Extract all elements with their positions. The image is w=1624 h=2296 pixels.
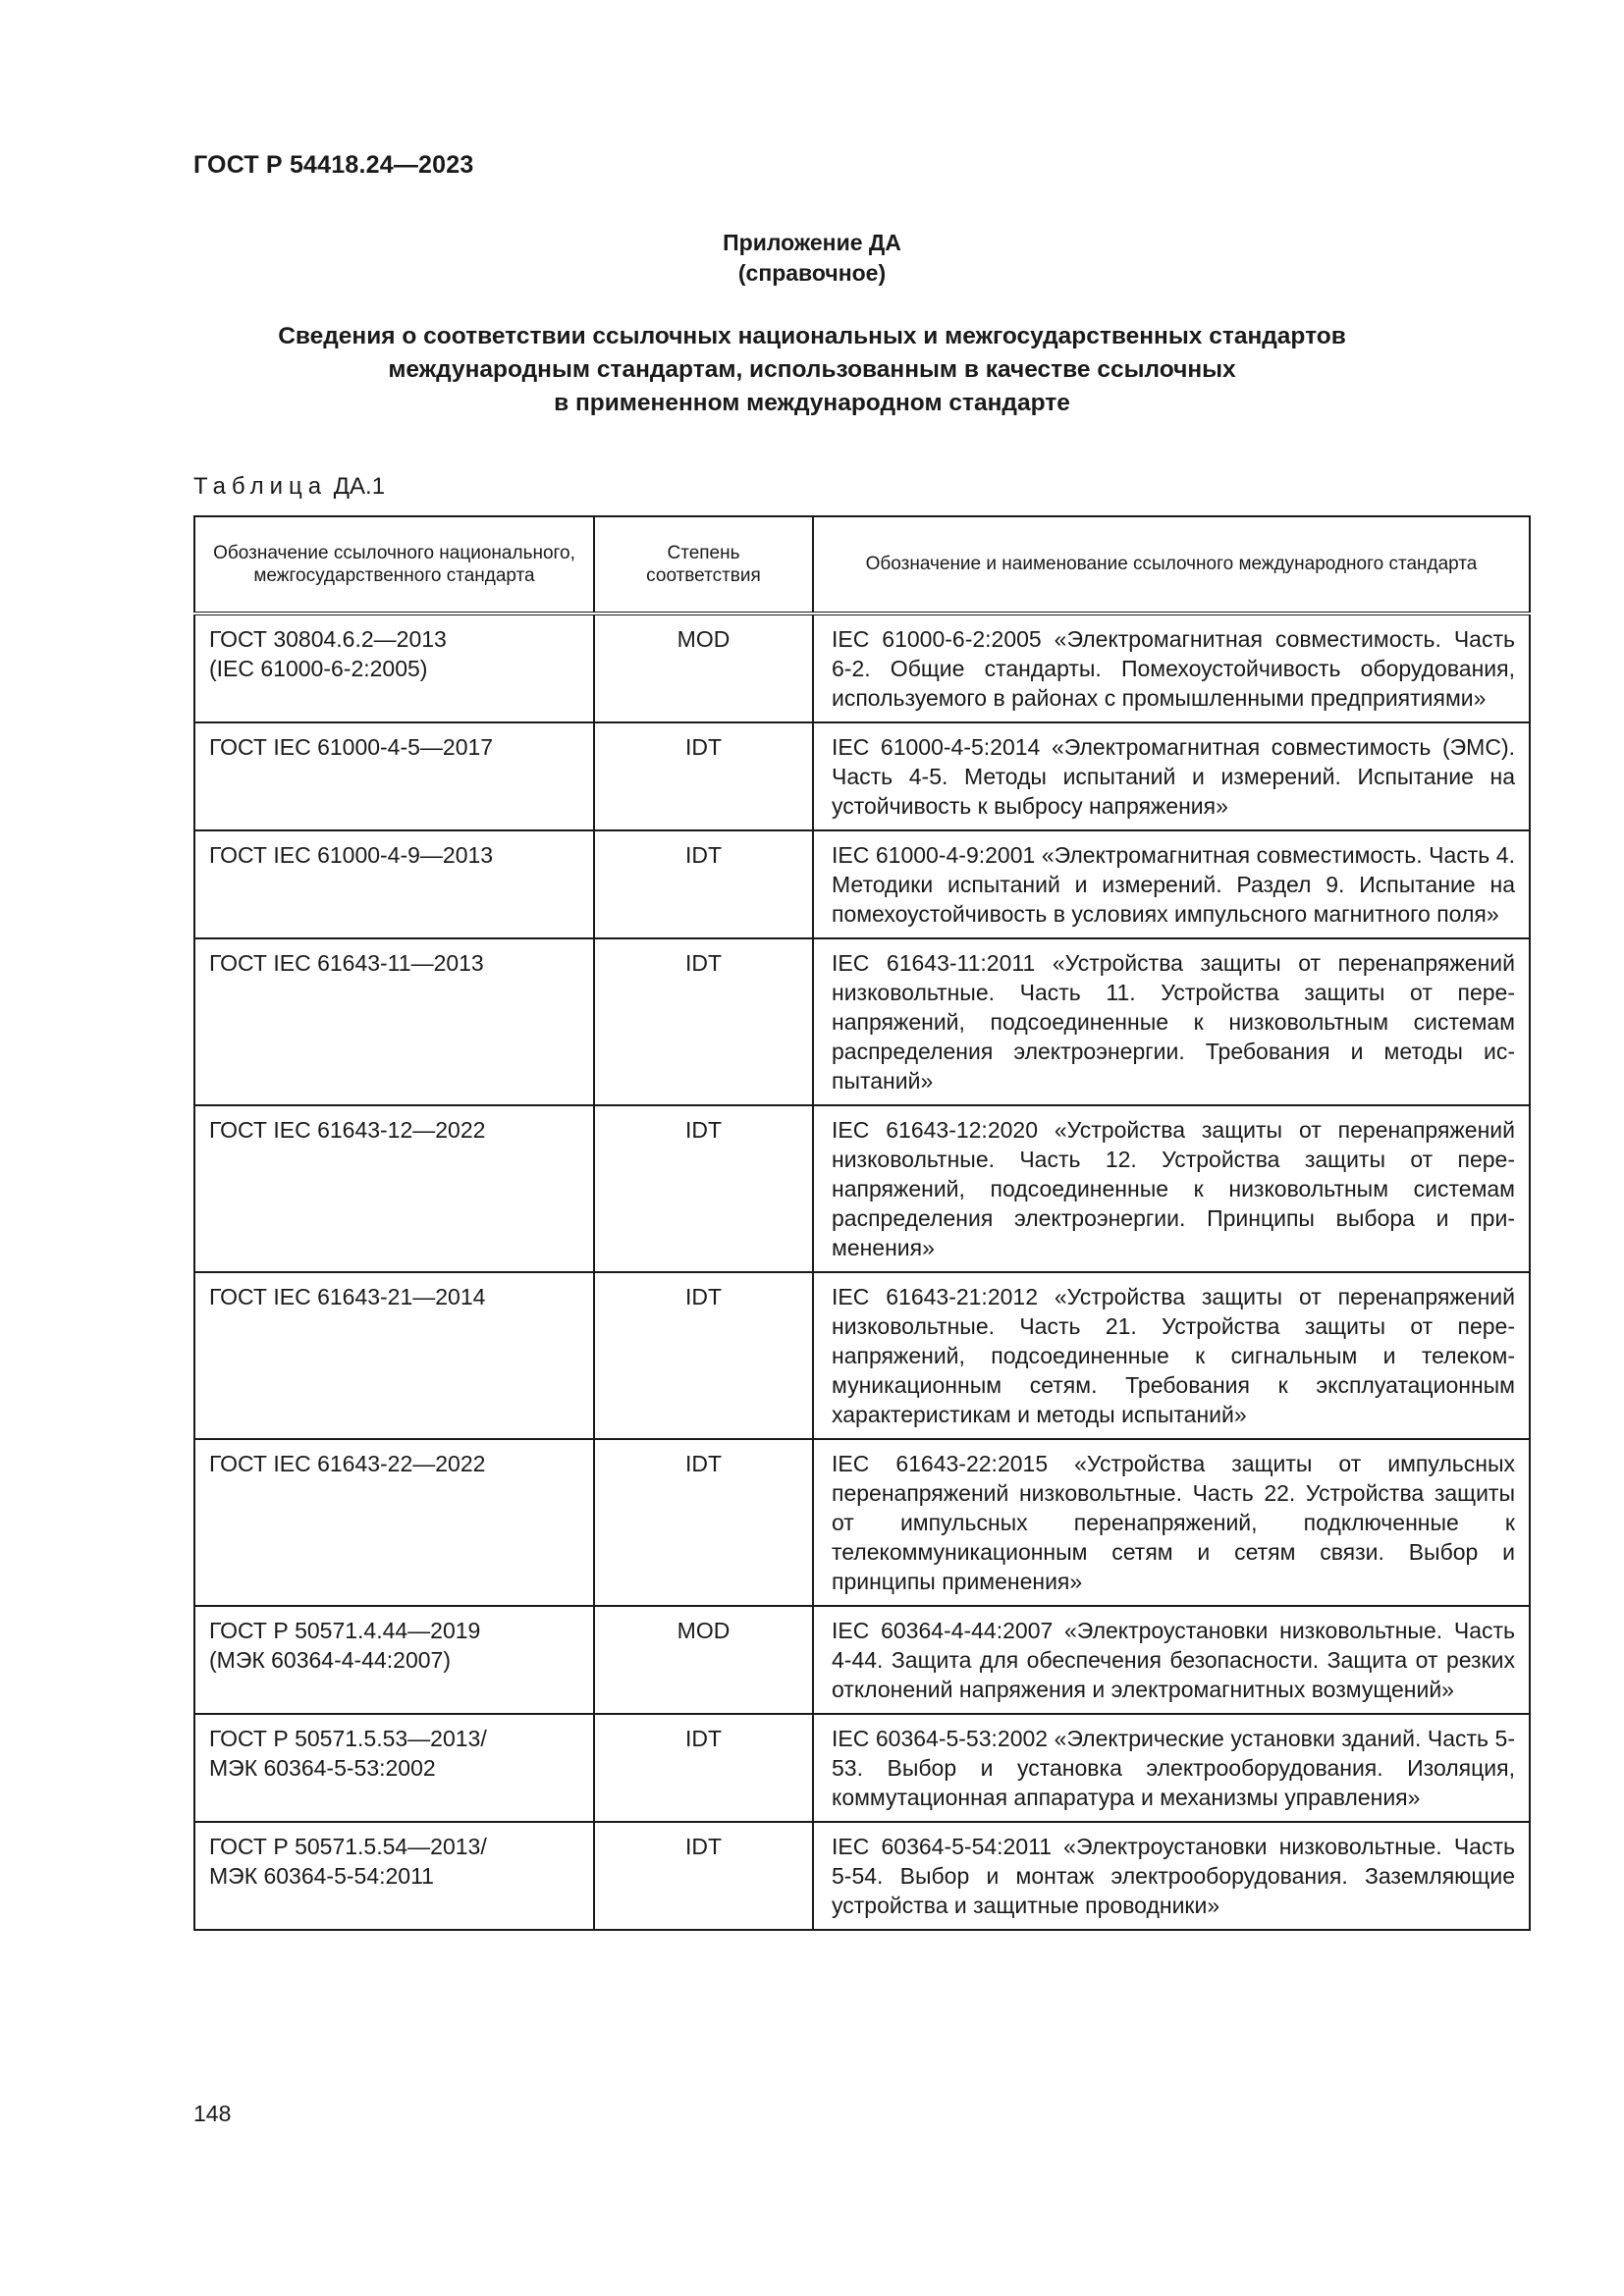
table-row xyxy=(194,614,1530,722)
cell-degree-of-correspondence: MOD xyxy=(594,1606,813,1714)
column-header-international-standard: Обозначение и наименование ссылочного международного стандарта xyxy=(813,516,1530,614)
appendix-title xyxy=(0,320,1624,420)
table-label-number: ДА.1 xyxy=(333,473,386,500)
table-header-row xyxy=(194,516,1530,614)
cell-international-standard: IEC 61643-12:2020 «Устройства защиты от перенапряжений низковольтные. Часть 12. Устройства защиты от перенапряжений, подсоединенные к низковольтным системам распределения электроэнергии. Принципы выбора и применения» xyxy=(813,1105,1530,1272)
cell-international-standard: IEC 60364-5-54:2011 «Электроустановки низковольтные. Часть 5-54. Выбор и монтаж электрооборудования. Заземляющие устройства и защитные проводники» xyxy=(813,1822,1530,1930)
table-label-word: Таблица xyxy=(193,473,328,500)
appendix-kind: (справочное) xyxy=(737,260,887,286)
table-row xyxy=(194,830,1530,938)
table-row xyxy=(194,1105,1530,1272)
cell-degree-of-correspondence: IDT xyxy=(594,1439,813,1606)
document-number: ГОСТ Р 54418.24—2023 xyxy=(193,151,474,179)
cell-degree-of-correspondence: IDT xyxy=(594,1105,813,1272)
appendix-heading xyxy=(0,228,1624,289)
cell-degree-of-correspondence: MOD xyxy=(594,614,813,722)
cell-degree-of-correspondence: IDT xyxy=(594,938,813,1105)
cell-international-standard: IEC 61643-21:2012 «Устройства защиты от перенапряжений низковольтные. Часть 21. Устройства защиты от перенапряжений, подсоединенные к сигнальным и телекоммуникационным сетям. Требования к эксплуатационным характеристикам и методы испытаний» xyxy=(813,1272,1530,1439)
page-number: 148 xyxy=(193,2101,232,2126)
table-label xyxy=(193,473,385,501)
column-header-degree-of-correspondence: Степень соответствия xyxy=(594,516,813,614)
cell-degree-of-correspondence: IDT xyxy=(594,722,813,830)
cell-reference-standard: ГОСТ IEC 61000-4-9—2013 xyxy=(194,830,594,938)
appendix-title-line: международным стандартам, использованным в качестве ссылочных xyxy=(388,356,1236,383)
table-row xyxy=(194,1714,1530,1822)
table-row xyxy=(194,1439,1530,1606)
cell-reference-standard: ГОСТ IEC 61643-21—2014 xyxy=(194,1272,594,1439)
table-row xyxy=(194,1272,1530,1439)
table-body xyxy=(194,614,1530,1930)
cell-reference-standard: ГОСТ Р 50571.5.54—2013/ МЭК 60364-5-54:2011 xyxy=(194,1822,594,1930)
table-row xyxy=(194,1606,1530,1714)
cell-reference-standard: ГОСТ IEC 61000-4-5—2017 xyxy=(194,722,594,830)
column-header-reference-standard: Обозначение ссылочного национального, межгосударственного стандарта xyxy=(194,516,594,614)
cell-degree-of-correspondence: IDT xyxy=(594,1714,813,1822)
cell-reference-standard: ГОСТ IEC 61643-22—2022 xyxy=(194,1439,594,1606)
cell-degree-of-correspondence: IDT xyxy=(594,830,813,938)
cell-reference-standard: ГОСТ Р 50571.4.44—2019 (МЭК 60364-4-44:2007) xyxy=(194,1606,594,1714)
cell-international-standard: IEC 61643-22:2015 «Устройства защиты от импульсных перенапряжений низковольтные. Часть 22. Устройства защиты от импульсных перенапряжений, подключенные к телекоммуникационным сетям и сетям связи. Выбор и принципы применения» xyxy=(813,1439,1530,1606)
appendix-label: Приложение ДА xyxy=(723,230,901,255)
cell-degree-of-correspondence: IDT xyxy=(594,1822,813,1930)
cell-reference-standard: ГОСТ IEC 61643-12—2022 xyxy=(194,1105,594,1272)
cell-international-standard: IEC 61000-4-5:2014 «Электромагнитная совместимость (ЭМС). Часть 4-5. Методы испытаний и измерений. Испытание на устойчивость к выбросу напряжения» xyxy=(813,722,1530,830)
cell-international-standard: IEC 61643-11:2011 «Устройства защиты от перенапряжений низковольтные. Часть 11. Устройства защиты от перенапряжений, подсоединенные к низковольтным системам распределения электроэнергии. Требования и методы испытаний» xyxy=(813,938,1530,1105)
cell-reference-standard: ГОСТ Р 50571.5.53—2013/ МЭК 60364-5-53:2002 xyxy=(194,1714,594,1822)
standards-correspondence-table xyxy=(193,515,1531,1931)
cell-reference-standard: ГОСТ IEC 61643-11—2013 xyxy=(194,938,594,1105)
cell-international-standard: IEC 60364-4-44:2007 «Электроустановки низковольтные. Часть 4-44. Защита для обеспечения безопасности. Защита от резких отклонений напряжения и электромагнитных возмущений» xyxy=(813,1606,1530,1714)
appendix-title-line: в примененном международном стандарте xyxy=(554,390,1070,416)
table-row xyxy=(194,1822,1530,1930)
cell-degree-of-correspondence: IDT xyxy=(594,1272,813,1439)
cell-reference-standard: ГОСТ 30804.6.2—2013 (IEC 61000-6-2:2005) xyxy=(194,614,594,722)
cell-international-standard: IEC 60364-5-53:2002 «Электрические установки зданий. Часть 5-53. Выбор и установка электрооборудования. Изоляция, коммутационная аппаратура и механизмы управления» xyxy=(813,1714,1530,1822)
cell-international-standard: IEC 61000-4-9:2001 «Электромагнитная совместимость. Часть 4. Методики испытаний и измерений. Раздел 9. Испытание на помехоустойчивость в условиях импульсного магнитного поля» xyxy=(813,830,1530,938)
table-row xyxy=(194,722,1530,830)
appendix-title-line: Сведения о соответствии ссылочных национальных и межгосударственных стандартов xyxy=(278,323,1346,349)
table-row xyxy=(194,938,1530,1105)
cell-international-standard: IEC 61000-6-2:2005 «Электромагнитная совместимость. Часть 6-2. Общие стандарты. Помехоустойчивость оборудования, используемого в районах с промышленными предприятиями» xyxy=(813,614,1530,722)
